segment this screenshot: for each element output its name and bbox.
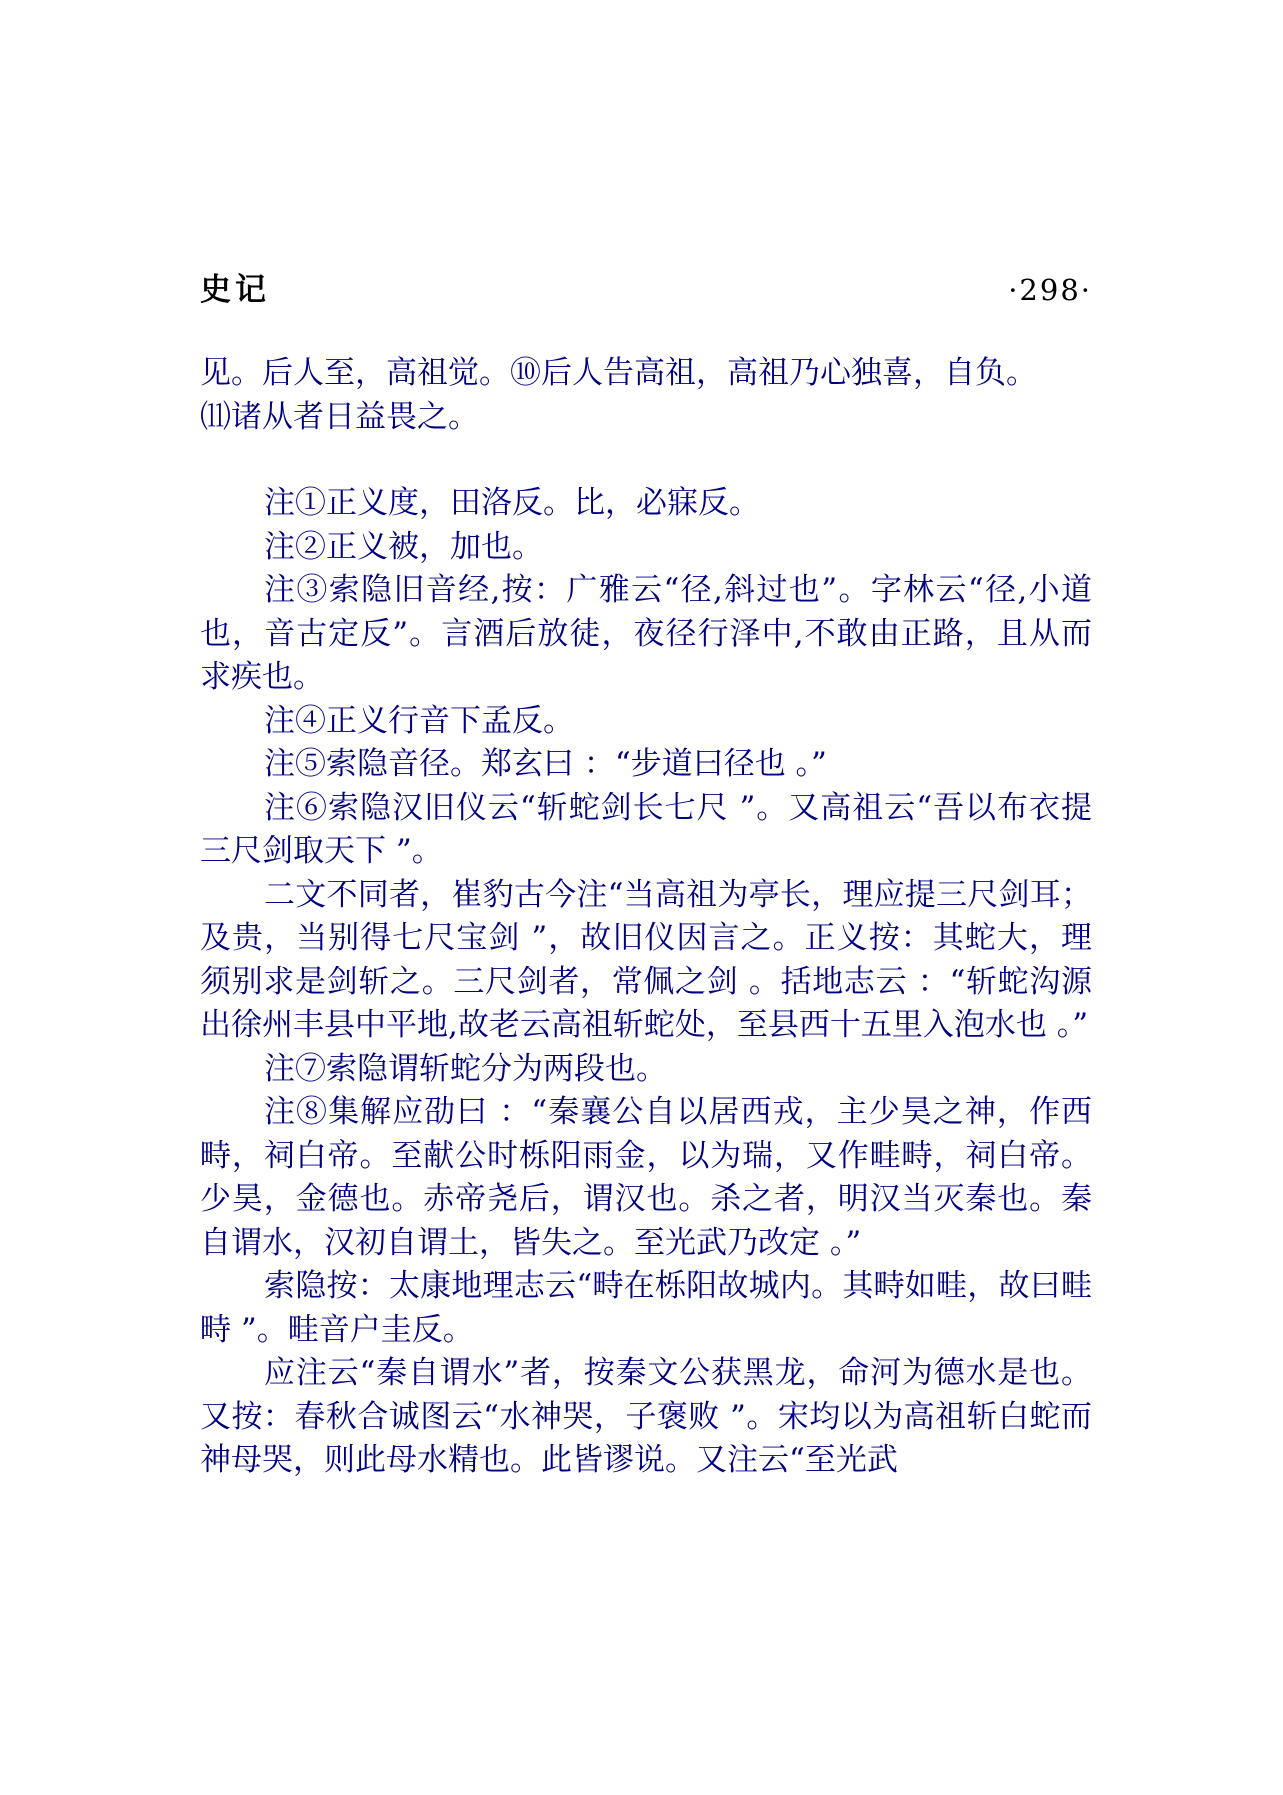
body-text <box>200 352 1092 1483</box>
note-paragraph: 索隐按：太康地理志云“畤在栎阳故城内。其畤如畦，故曰畦畤 ”。畦音户圭反。 <box>200 1268 1092 1348</box>
running-header <box>200 268 1092 312</box>
note-paragraph: 二文不同者，崔豹古今注“当高祖为亭长，理应提三尺剑耳；及贵，当别得七尺宝剑 ”，故旧仪因言之。正义按：其蛇大，理须别求是剑斩之。三尺剑者，常佩之剑 。括地志云 ：“斩蛇沟源出徐州丰县中平地,故老云高祖斩蛇处，至县西十五里入泡水也 。” <box>200 876 1092 1043</box>
note-paragraph: 应注云“秦自谓水”者，按秦文公获黑龙，命河为德水是也。又按：春秋合诚图云“水神哭，子褒败 ”。宋均以为高祖斩白蛇而神母哭，则此母水精也。此皆谬说。又注云“至光武 <box>200 1355 1092 1478</box>
note-paragraph: 注⑥索隐汉旧仪云“斩蛇剑长七尺 ”。又高祖云“吾以布衣提三尺剑取天下 ”。 <box>200 789 1092 869</box>
section-gap <box>200 439 1092 482</box>
main-text-line: ⑾诸从者日益畏之。 <box>200 398 479 435</box>
note-paragraph: 注②正义被，加也。 <box>264 528 543 565</box>
book-title: 史记 <box>200 272 270 308</box>
note-paragraph: 注①正义度，田洛反。比，必寐反。 <box>264 485 760 521</box>
note-paragraph: 注⑧集解应劭曰 ：“秦襄公自以居西戎，主少昊之神，作西畤，祠白帝。至献公时栎阳雨金，以为瑞，又作畦畤，祠白帝。少昊，金德也。赤帝尧后，谓汉也。杀之者，明汉当灭秦也。秦自谓水，汉初自谓土，皆失之。至光武乃改定 。” <box>200 1094 1092 1261</box>
main-text-line: 见。后人至，高祖觉。⑩后人告高祖，高祖乃心独喜，自负。 <box>200 355 1037 391</box>
page-number: ·298· <box>1008 273 1092 307</box>
note-paragraph: 注⑤索隐音径。郑玄曰 ：“步道曰径也 。” <box>264 746 827 782</box>
note-paragraph: 注⑦索隐谓斩蛇分为两段也。 <box>264 1050 667 1087</box>
note-paragraph: 注④正义行音下孟反。 <box>264 702 574 739</box>
note-paragraph: 注③索隐旧音经,按：广雅云“径,斜过也”。字林云“径,小道也，音古定反”。言酒后放徒，夜径行泽中,不敢由正路，且从而求疾也。 <box>200 572 1092 695</box>
